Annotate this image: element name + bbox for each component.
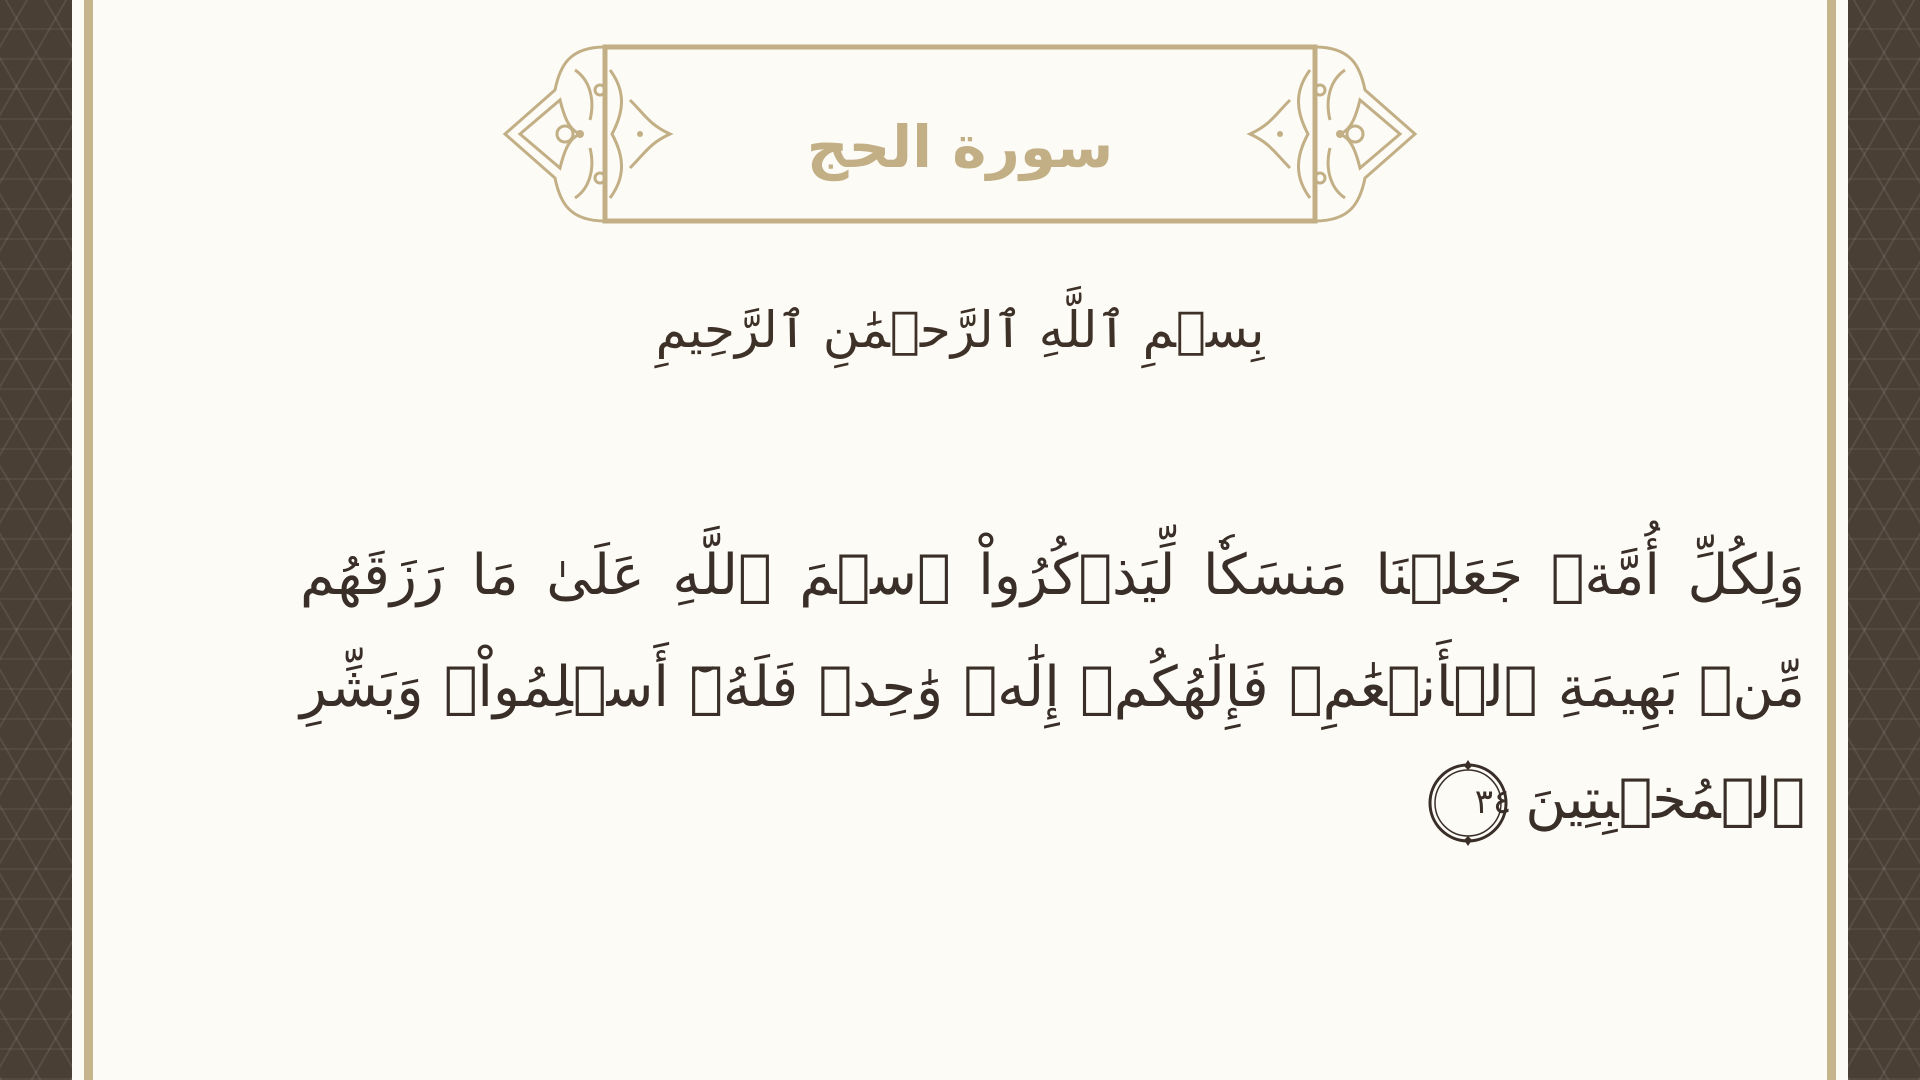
ayah-number: ٣٤: [1474, 781, 1512, 822]
left-gold-rule: [84, 0, 93, 1080]
right-gold-rule: [1827, 0, 1836, 1080]
basmala: بِسۡمِ ٱللَّهِ ٱلرَّحۡمَٰنِ ٱلرَّحِيمِ: [655, 301, 1265, 359]
verse-text: وَلِكُلِّ أُمَّةٖ جَعَلۡنَا مَنسَكٗا لِّيَذۡكُرُواْ ٱسۡمَ ٱللَّهِ عَلَىٰ مَا رَزَقَهُم مِّنۢ بَهِيمَةِ ٱلۡأَنۡعَٰمِۗ فَإِلَٰهُكُمۡ إِلَٰهٞ وَٰحِدٞ فَلَهُۥٓ أَسۡلِمُواْۗ وَبَشِّرِ ٱلۡمُخۡبِتِينَ: [300, 543, 1805, 832]
surah-header: [500, 40, 1420, 230]
surah-title: سورة الحج: [806, 113, 1114, 181]
left-pattern-border: [0, 0, 72, 1080]
ayah-number-marker: [1425, 760, 1511, 846]
right-pattern-border: [1848, 0, 1920, 1080]
verse-block: [300, 520, 1805, 856]
